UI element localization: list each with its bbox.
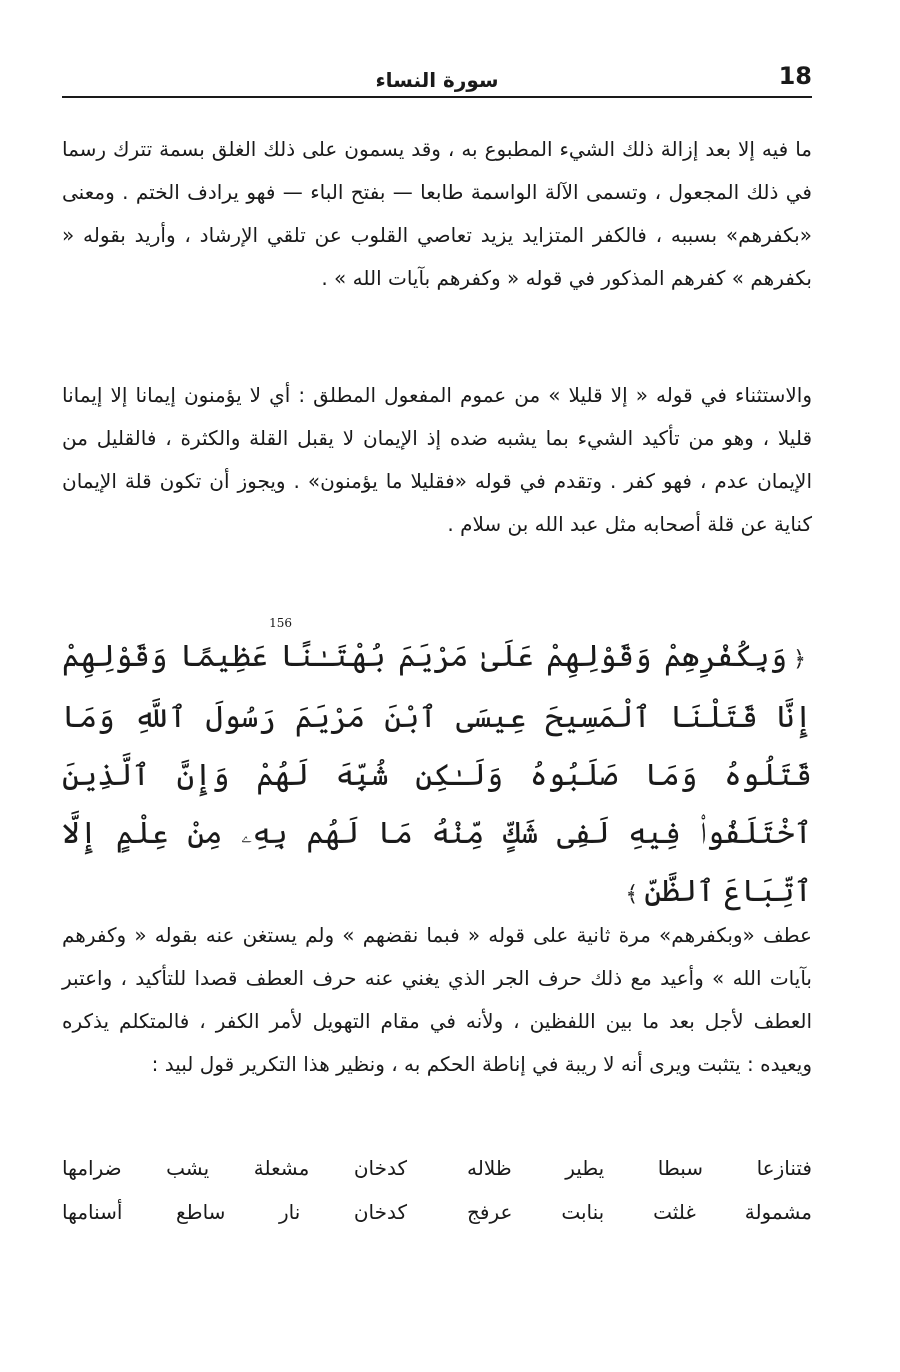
verse-text: وَبِكُفْرِهِمْ وَقَوْلِهِمْ عَلَىٰ مَرْيَمَ بُهْتَـٰنًا عَظِيمًا وَقَوْلِهِمْ إِنَّا قَتَلْنَا ٱلْمَسِيحَ عِيسَى ٱبْنَ مَرْيَمَ رَسُولَ ٱللَّهِ وَمَا قَتَلُوهُ وَمَا صَلَبُوهُ وَلَـٰكِن شُبِّهَ لَهُمْ وَإِنَّ ٱلَّذِينَ ٱخْتَلَفُوا۟ فِيهِ لَفِى شَكٍّ مِّنْهُ مَا لَهُم بِهِۦ مِنْ عِلْمٍ إِلَّا ٱتِّبَاعَ ٱلظَّنِّ (62, 639, 812, 909)
commentary-paragraph-1: ما فيه إلا بعد إزالة ذلك الشيء المطبوع به ، وقد يسمون على ذلك الغلق بسمة تترك رسما في ذلك المجعول ، وتسمى الآلة الواسمة طابعا — بفتح الباء — فهو يرادف الختم . ومعنى «بكفرهم» بسببه ، فالكفر المتزايد يزيد تعاصي القلوب عن تلقي الإرشاد ، وأريد بقوله « بكفرهم » كفرهم المذكور في قوله « وكفرهم بآيات الله » . (62, 137, 812, 290)
poem-hemistich-first: مشمولة غلثت بنابت عرفج (467, 1200, 812, 1224)
header-rule (62, 96, 812, 98)
commentary-paragraph-3: عطف «وبكفرهم» مرة ثانية على قوله « فبما نقضهم » ولم يستغن عنه بقوله « وكفرهم بآيات الله » وأعيد مع ذلك حرف الجر الذي يغني عنه حرف العطف قصدا للتأكيد ، واعتبر العطف لأجل بعد ما بين اللفظين ، ولأنه في مقام التهويل لأمر الكفر ، فالمتكلم يذكره ويعيده : يتثبت ويرى أنه لا ريبة في إناطة الحكم به ، ونظير هذا التكرير قول لبيد : (62, 923, 812, 1076)
header-title: سورة النساء (375, 68, 499, 92)
poem-hemistich-second: كدخان مشعلة يشب ضرامها (62, 1156, 407, 1180)
verse-number: 156 (269, 616, 292, 630)
poem (62, 1146, 812, 1234)
running-header (62, 62, 812, 98)
poem-line (62, 1190, 812, 1234)
poem-line (62, 1146, 812, 1190)
commentary-paragraph-2: والاستثناء في قوله « إلا قليلا » من عموم المفعول المطلق : أي لا يؤمنون إيمانا إلا إيمانا قليلا ، وهو من تأكيد الشيء بما يشبه ضده إذ الإيمان لا يقبل القلة والكثرة ، فالقليل من الإيمان عدم ، فهو كفر . وتقدم في قوله «فقليلا ما يؤمنون» . ويجوز أن تكون قلة الإيمان كناية عن قلة أصحابه مثل عبد الله بن سلام . (62, 383, 812, 536)
poem-hemistich-second: كدخان نار ساطع أسنامها (62, 1200, 407, 1224)
book-page (62, 0, 812, 1372)
quran-verse-block (62, 616, 812, 924)
quran-verse (62, 628, 812, 924)
verse-ornament-close: ﴾ (625, 882, 639, 907)
page-number: 18 (778, 62, 812, 90)
verse-ornament-open: ﴿ (793, 647, 806, 672)
poem-hemistich-first: فتنازعا سبطا يطير ظلاله (467, 1156, 812, 1180)
